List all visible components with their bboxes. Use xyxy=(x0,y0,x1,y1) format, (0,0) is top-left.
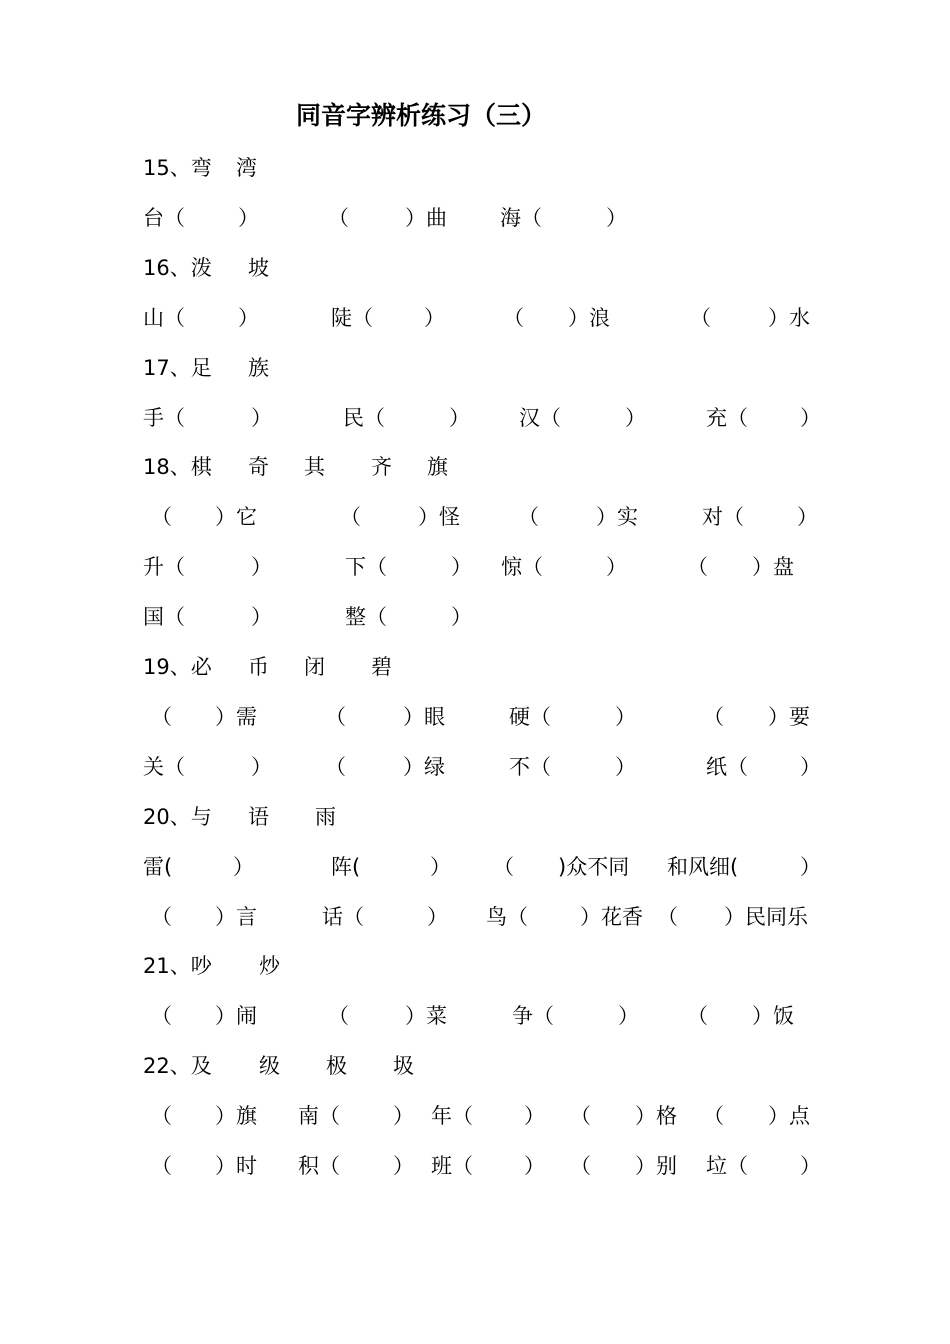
exercise-text: 21、吵 xyxy=(143,954,212,979)
exercise-text: 年（ xyxy=(431,1104,473,1129)
exercise-text: 雨 xyxy=(315,804,336,829)
exercise-line xyxy=(0,901,950,933)
exercise-text: 积（ xyxy=(298,1154,340,1178)
page-title: 同音字辨析练习（三） xyxy=(296,101,547,130)
exercise-text: （ xyxy=(340,505,361,530)
exercise-line xyxy=(0,1150,950,1182)
exercise-text: 22、及 xyxy=(143,1054,212,1079)
exercise-text: ） xyxy=(251,754,272,779)
exercise-text: ）时 xyxy=(215,1154,257,1178)
exercise-text: 班（ xyxy=(431,1154,473,1178)
exercise-text: ） xyxy=(427,904,448,929)
exercise-text: （ xyxy=(151,1004,172,1029)
exercise-text: 下（ xyxy=(345,555,387,580)
exercise-text: ） xyxy=(238,305,259,330)
exercise-text: ） xyxy=(238,205,259,230)
exercise-line xyxy=(0,352,950,384)
exercise-text: ） xyxy=(251,605,272,630)
exercise-text: 炒 xyxy=(259,954,280,979)
exercise-line xyxy=(0,501,950,533)
exercise-text: （ xyxy=(493,854,514,879)
exercise-text: ）言 xyxy=(215,904,257,929)
exercise-text: 18、棋 xyxy=(143,455,212,480)
exercise-line xyxy=(0,801,950,833)
exercise-text: 整（ xyxy=(345,605,387,630)
exercise-text: （ xyxy=(703,1104,724,1129)
exercise-text: 民（ xyxy=(343,405,385,430)
exercise-text: ） xyxy=(606,205,627,230)
exercise-text: ） xyxy=(797,505,818,530)
exercise-text: 齐 xyxy=(371,455,392,480)
exercise-text: ）闹 xyxy=(215,1004,257,1029)
exercise-text: 圾 xyxy=(393,1054,414,1079)
exercise-text: ） xyxy=(615,754,636,779)
exercise-text: 湾 xyxy=(236,156,257,180)
exercise-text: ）曲 xyxy=(405,205,447,230)
exercise-line xyxy=(0,551,950,583)
exercise-text: ） xyxy=(233,854,254,879)
exercise-text: 其 xyxy=(304,455,325,480)
exercise-text: （ xyxy=(570,1104,591,1129)
exercise-text: 汉（ xyxy=(519,405,561,430)
exercise-text: ）菜 xyxy=(405,1004,447,1029)
exercise-text: ）点 xyxy=(768,1104,810,1129)
exercise-text: 话（ xyxy=(322,904,364,929)
exercise-text: （ xyxy=(657,904,678,929)
exercise-text: 20、与 xyxy=(143,804,212,829)
exercise-text: 鸟（ xyxy=(486,904,528,929)
exercise-text: 阵( xyxy=(331,854,361,879)
exercise-text: 惊（ xyxy=(501,555,543,580)
exercise-text: ）它 xyxy=(215,505,257,530)
exercise-text: ） xyxy=(800,854,821,879)
exercise-text: （ xyxy=(325,704,346,729)
exercise-text: （ xyxy=(703,704,724,729)
exercise-text: 陡（ xyxy=(331,305,373,330)
exercise-text: ） xyxy=(800,754,821,779)
exercise-line xyxy=(0,651,950,683)
exercise-text: （ xyxy=(151,1104,172,1129)
exercise-text: ）旗 xyxy=(215,1104,257,1129)
exercise-text: 不（ xyxy=(509,754,551,779)
exercise-text: 和风细( xyxy=(667,854,739,879)
exercise-text: 碧 xyxy=(371,655,392,679)
exercise-text: ） xyxy=(618,1004,639,1029)
exercise-text: ） xyxy=(800,405,821,430)
exercise-text: ） xyxy=(615,704,636,729)
exercise-line xyxy=(0,1100,950,1132)
exercise-text: )众不同 xyxy=(558,854,630,879)
exercise-text: ） xyxy=(393,1104,414,1129)
exercise-line xyxy=(0,152,950,184)
exercise-text: （ xyxy=(687,1004,708,1029)
exercise-text: ）绿 xyxy=(403,754,445,779)
exercise-line xyxy=(0,751,950,783)
exercise-text: （ xyxy=(151,505,172,530)
exercise-text: 族 xyxy=(248,355,269,380)
exercise-text: 纸（ xyxy=(706,754,748,779)
exercise-text: ）实 xyxy=(596,505,638,530)
exercise-text: ）盘 xyxy=(752,555,794,580)
exercise-text: ）要 xyxy=(768,704,810,729)
exercise-text: ） xyxy=(424,305,445,330)
exercise-text: 19、必 xyxy=(143,655,212,679)
exercise-text: （ xyxy=(325,754,346,779)
exercise-text: 海（ xyxy=(500,205,542,230)
exercise-text: ） xyxy=(251,405,272,430)
exercise-text: 雷( xyxy=(143,854,173,879)
exercise-text: （ xyxy=(690,305,711,330)
exercise-text: ）饭 xyxy=(752,1004,794,1029)
exercise-line xyxy=(0,202,950,234)
exercise-line xyxy=(0,402,950,434)
exercise-line xyxy=(0,1000,950,1032)
exercise-text: （ xyxy=(570,1154,591,1178)
exercise-text: ） xyxy=(524,1154,545,1178)
exercise-text: ）怪 xyxy=(418,505,460,530)
exercise-text: 15、弯 xyxy=(143,156,212,180)
exercise-text: 旗 xyxy=(427,455,448,480)
exercise-line xyxy=(0,451,950,483)
exercise-text: 国（ xyxy=(143,605,185,630)
exercise-text: ）浪 xyxy=(568,305,610,330)
exercise-text: 级 xyxy=(259,1054,280,1079)
exercise-text: 语 xyxy=(248,804,269,829)
exercise-line xyxy=(0,601,950,633)
exercise-text: ）水 xyxy=(768,305,810,330)
exercise-text: （ xyxy=(151,704,172,729)
exercise-text: （ xyxy=(151,1154,172,1178)
exercise-text: ） xyxy=(606,555,627,580)
exercise-text: 硬（ xyxy=(509,704,551,729)
exercise-text: 手（ xyxy=(143,405,185,430)
exercise-text: （ xyxy=(328,205,349,230)
exercise-text: 闭 xyxy=(304,655,325,679)
exercise-text: ） xyxy=(800,1154,821,1178)
exercise-text: ） xyxy=(451,555,472,580)
exercise-text: 关（ xyxy=(143,754,185,779)
exercise-line xyxy=(0,950,950,982)
exercise-text: 极 xyxy=(326,1054,347,1079)
exercise-text: 奇 xyxy=(248,455,269,480)
exercise-text: 南（ xyxy=(298,1104,340,1129)
exercise-text: ）花香 xyxy=(580,904,643,929)
exercise-text: ）别 xyxy=(635,1154,677,1178)
exercise-text: 坡 xyxy=(248,255,269,280)
exercise-text: ） xyxy=(625,405,646,430)
exercise-line xyxy=(0,851,950,883)
exercise-text: ） xyxy=(393,1154,414,1178)
exercise-text: 17、足 xyxy=(143,355,212,380)
exercise-text: ） xyxy=(251,555,272,580)
exercise-text: ） xyxy=(524,1104,545,1129)
exercise-text: ）格 xyxy=(635,1104,677,1129)
exercise-line xyxy=(0,1050,950,1082)
exercise-line xyxy=(0,701,950,733)
exercise-text: （ xyxy=(518,505,539,530)
exercise-text: 16、泼 xyxy=(143,255,212,280)
exercise-text: （ xyxy=(687,555,708,580)
exercise-text: （ xyxy=(503,305,524,330)
exercise-text: ）眼 xyxy=(403,704,445,729)
exercise-text: 垃（ xyxy=(706,1154,748,1178)
exercise-text: 对（ xyxy=(702,505,744,530)
exercise-text: ） xyxy=(430,854,451,879)
exercise-text: 台（ xyxy=(143,205,185,230)
exercise-line xyxy=(0,302,950,334)
exercise-text: 币 xyxy=(248,655,269,679)
exercise-line xyxy=(0,252,950,284)
exercise-text: 升（ xyxy=(143,555,185,580)
exercise-text: （ xyxy=(151,904,172,929)
exercise-text: 争（ xyxy=(512,1004,554,1029)
exercise-text: （ xyxy=(328,1004,349,1029)
exercise-text: ）民同乐 xyxy=(724,904,808,929)
exercise-text: ） xyxy=(449,405,470,430)
exercise-text: ） xyxy=(451,605,472,630)
exercise-text: 充（ xyxy=(706,405,748,430)
exercise-text: 山（ xyxy=(143,305,185,330)
exercise-text: ）需 xyxy=(215,704,257,729)
